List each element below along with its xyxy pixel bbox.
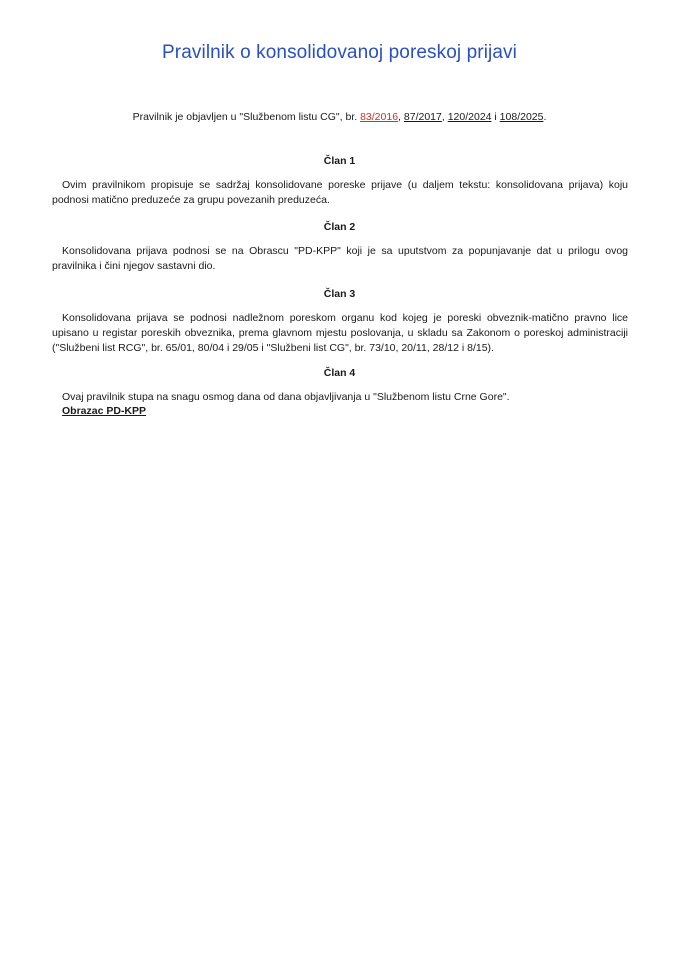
publication-prefix: Pravilnik je objavljen u "Službenom listu CG", br. [132, 111, 358, 123]
article-heading: Član 2 [323, 221, 356, 233]
article-heading: Član 3 [323, 288, 356, 300]
gazette-ref-separator: . [543, 111, 547, 123]
article-paragraph: Konsolidovana prijava podnosi se na Obrascu "PD-KPP" koji je sa uputstvom za popunjavanje dat u prilogu ovog pravilnika i čini njegov sastavni dio. [52, 245, 628, 272]
article-paragraph: Konsolidovana prijava se podnosi nadležnom poreskom organu kod kojeg je poreski obveznik-matično pravno lice upisano u registar poreskih obveznika, prema glavnom mjestu poslovanja, u skladu sa Zakonom o poreskoj administraciji ("Službeni list RCG", br. 65/01, 80/04 i 29/05 i "Službeni list CG", br. 73/10, 20/11, 28/12 i 8/15). [52, 312, 628, 354]
article-heading: Član 1 [323, 155, 356, 167]
article-heading: Član 4 [323, 367, 356, 379]
gazette-ref-link[interactable]: 120/2024 [447, 111, 492, 123]
article-paragraph: Ovaj pravilnik stupa na snagu osmog dana od dana objavljivanja u "Službenom listu Crne Gore". [62, 391, 510, 403]
gazette-ref-link[interactable]: 87/2017 [403, 111, 442, 123]
publication-note [0, 111, 679, 123]
gazette-ref-link[interactable]: 108/2025 [499, 111, 544, 123]
gazette-ref-separator: , [441, 111, 448, 123]
gazette-ref-separator: , [398, 111, 404, 123]
form-pd-kpp-link[interactable]: Obrazac PD-KPP [62, 405, 147, 417]
gazette-ref-separator: i [491, 111, 500, 123]
gazette-ref-link[interactable]: 83/2016 [360, 111, 399, 123]
document-title: Pravilnik o konsolidovanoj poreskoj prijavi [162, 42, 517, 63]
article-paragraph: Ovim pravilnikom propisuje se sadržaj konsolidovane poreske prijave (u daljem tekstu: konsolidovana prijava) koju podnosi matično preduzeće za grupu povezanih preduzeća. [52, 179, 628, 206]
